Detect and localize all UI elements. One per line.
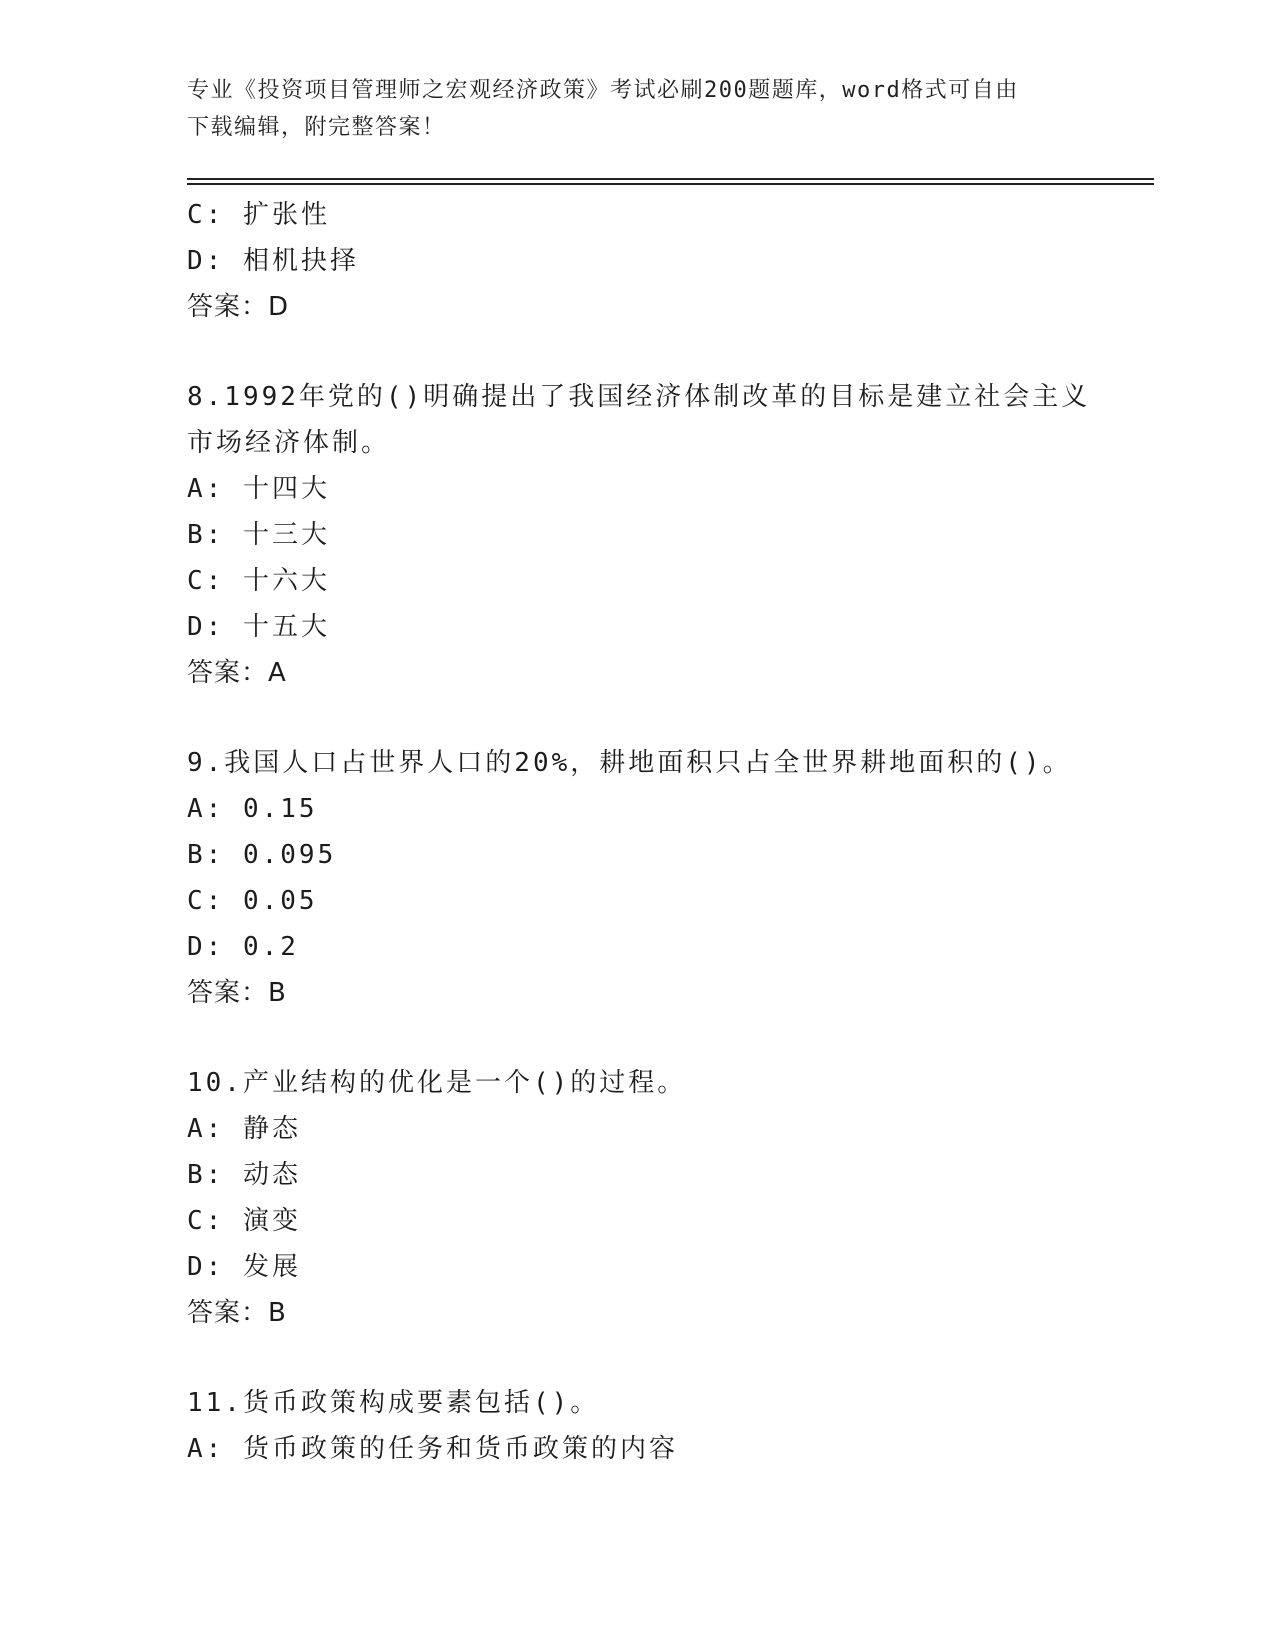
- answer: 答案：B: [187, 978, 287, 1008]
- header-divider-top: [187, 178, 1154, 180]
- answer: 答案：A: [187, 658, 287, 688]
- spacer: [187, 1016, 1087, 1060]
- question-text: 10.产业结构的优化是一个()的过程。: [187, 1068, 687, 1098]
- option-b: B: 十三大: [187, 520, 330, 550]
- header-line-2: 下载编辑，附完整答案！: [187, 115, 446, 140]
- option-a: A: 货币政策的任务和货币政策的内容: [187, 1434, 678, 1464]
- question-block-8: [187, 374, 1091, 696]
- question-text: 8.1992年党的()明确提出了我国经济体制改革的目标是建立社会主义: [187, 382, 1091, 412]
- spacer: [187, 696, 1087, 740]
- question-text: 9.我国人口占世界人口的20%，耕地面积只占全世界耕地面积的()。: [187, 748, 1072, 778]
- document-header: [187, 72, 1087, 146]
- option-c: C: 演变: [187, 1206, 301, 1236]
- header-line-1: 专业《投资项目管理师之宏观经济政策》考试必刷200题题库，word格式可自由: [187, 78, 1019, 103]
- option-d: D: 发展: [187, 1252, 301, 1282]
- option-c: C: 扩张性: [187, 200, 330, 230]
- header-divider-bottom: [187, 183, 1154, 185]
- question-text-continued: 市场经济体制。: [187, 428, 391, 458]
- option-d: D: 相机抉择: [187, 246, 359, 276]
- question-block-9: [187, 740, 1087, 1016]
- question-block-10: [187, 1060, 1087, 1336]
- option-a: A: 静态: [187, 1114, 301, 1144]
- option-b: B: 动态: [187, 1160, 301, 1190]
- answer: 答案：B: [187, 1298, 287, 1328]
- answer: 答案：D: [187, 292, 290, 322]
- question-text: 11.货币政策构成要素包括()。: [187, 1388, 600, 1418]
- option-b: B: 0.095: [187, 840, 337, 870]
- question-block-7: [187, 192, 1087, 330]
- option-c: C: 0.05: [187, 886, 318, 916]
- option-d: D: 十五大: [187, 612, 330, 642]
- option-a: A: 十四大: [187, 474, 330, 504]
- question-block-11: [187, 1380, 1087, 1472]
- option-c: C: 十六大: [187, 566, 330, 596]
- question-list: [187, 192, 1091, 1472]
- option-a: A: 0.15: [187, 794, 318, 824]
- spacer: [187, 1336, 1087, 1380]
- option-d: D: 0.2: [187, 932, 299, 962]
- spacer: [187, 330, 1087, 374]
